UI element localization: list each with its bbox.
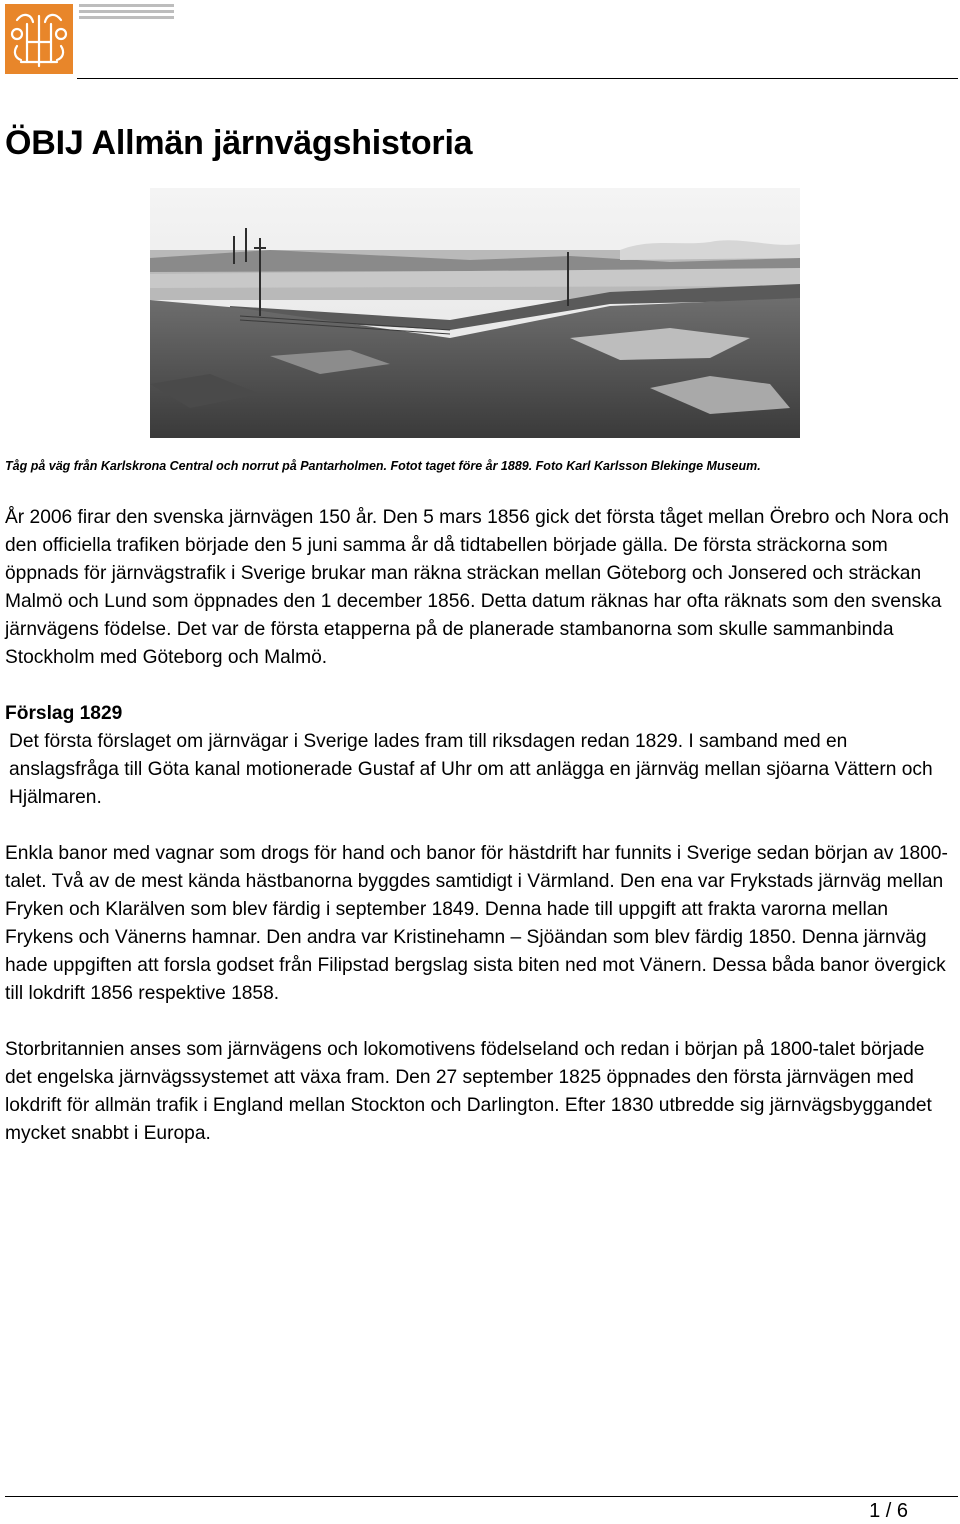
section-paragraph: Storbritannien anses som järnvägens och lokomotivens födelseland och redan i början på 1800-talet började det engelska järnvägssystemet att växa fram. Den 27 september 1825 öppnades den första järnvägen med lokdrift för allmän trafik i England mellan Stockton och Darlington. Efter 1830 utbredde sig järnvägsbyggandet mycket snabbt i Europa. xyxy=(5,1039,932,1144)
intro-paragraph: År 2006 firar den svenska järnvägen 150 år. Den 5 mars 1856 gick det första tåget mellan Örebro och Nora och den officiella trafiken började den 5 juni samma år då tidtabellen började gälla. De första sträckorna som öppnads för järnvägstrafik i Sverige brukar man räkna sträckan mellan Göteborg och Jonsered och sträckan Malmö och Lund som öppnades den 1 december 1856. Detta datum räknas har ofta räknats som den svenska järnvägens födelse. Det var de första etapperna på de planerade stambanorna som skulle sammanbinda Stockholm med Göteborg och Malmö. xyxy=(5,507,949,668)
section-lead-paragraph: Det första förslaget om järnvägar i Sverige lades fram till riksdagen redan 1829. I samband med en anslagsfråga till Göta kanal motionerade Gustaf af Uhr om att anlägga en järnväg mellan sjöarna Vättern och Hjälmaren. xyxy=(9,731,933,808)
historical-railway-photo xyxy=(150,188,800,438)
page-number: 1 / 6 xyxy=(869,1500,908,1522)
article-body xyxy=(5,504,950,1176)
footer-divider xyxy=(5,1496,958,1497)
emblem-icon xyxy=(5,4,73,74)
page-title: ÖBIJ Allmän järnvägshistoria xyxy=(5,124,473,162)
publisher-info-lines xyxy=(79,4,174,24)
header-divider xyxy=(77,78,958,79)
section-paragraph: Enkla banor med vagnar som drogs för hand och banor för hästdrift har funnits i Sverige sedan början av 1800-talet. Två av de mest kända hästbanorna byggdes samtidigt i Värmland. Den ena var Frykstads järnväg mellan Fryken och Klarälven som blev färdig i september 1849. Denna hade till uppgift att frakta varorna mellan Frykens och Vänerns hamnar. Den andra var Kristinehamn – Sjöändan som blev färdig 1850. Denna järnväg hade uppgiften att forsla godset från Filipstad bergslag sista biten ned mot Vänern. Dessa båda banor övergick till lokdrift 1856 respektive 1858. xyxy=(5,843,948,1004)
railway-photo-image xyxy=(150,188,800,438)
photo-caption: Tåg på väg från Karlskrona Central och norrut på Pantarholmen. Fotot taget före år 1889. Foto Karl Karlsson Blekinge Museum. xyxy=(5,459,761,473)
section-heading: Förslag 1829 xyxy=(5,703,123,724)
society-logo xyxy=(5,4,73,74)
